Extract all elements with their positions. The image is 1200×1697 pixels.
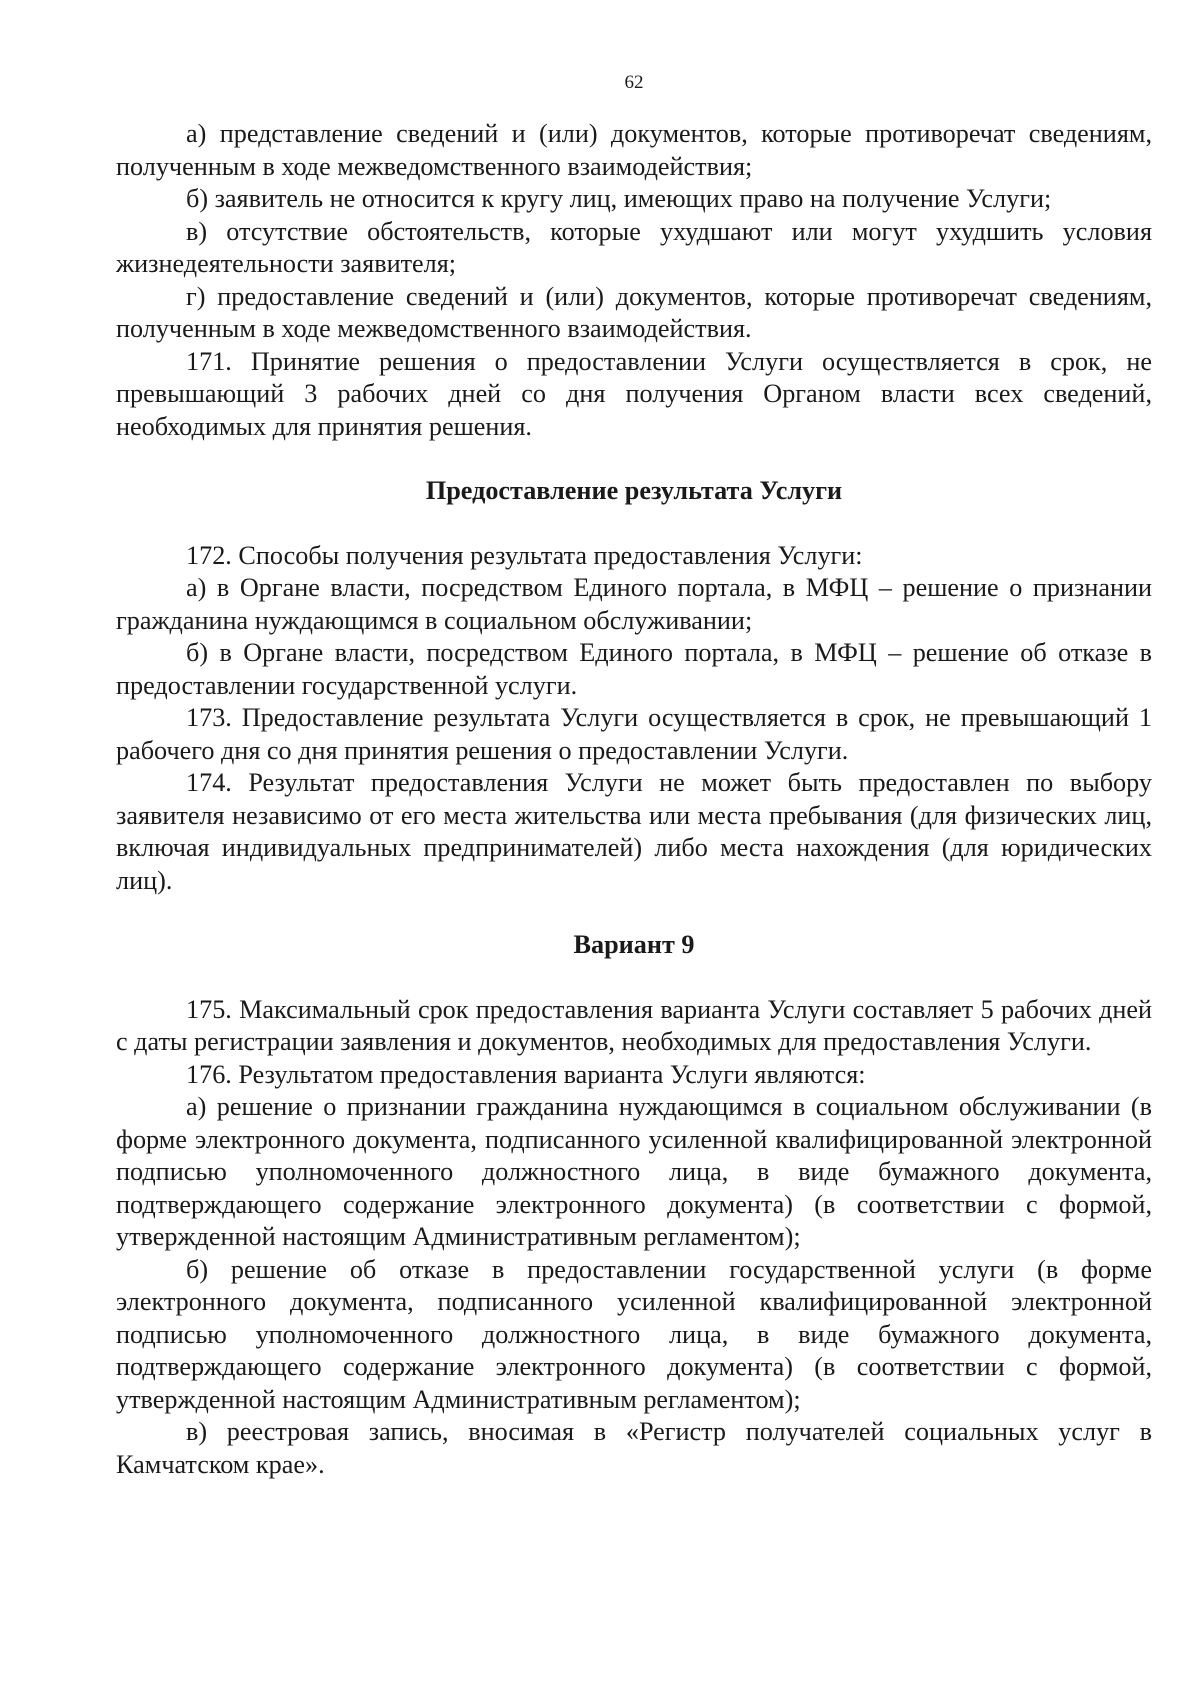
paragraph: 174. Результат предоставления Услуги не может быть предоставлен по выбору заявителя независимо от его места жительства или места пребывания (для физических лиц, включая индивидуальных предпринимателей) либо места нахождения (для юридических лиц). <box>116 768 1152 895</box>
paragraph: б) заявитель не относится к кругу лиц, имеющих право на получение Услуги; <box>186 184 1052 213</box>
paragraph: а) решение о признании гражданина нуждающимся в социальном обслуживании (в форме электронного документа, подписанного усиленной квалифицированной электронной подписью уполномоченного должностного лица, в виде бумажного документа, подтверждающего содержание электронного документа) (в соответствии с формой, утвержденной настоящим Административным регламентом); <box>116 1092 1152 1251</box>
paragraph: 175. Максимальный срок предоставления варианта Услуги составляет 5 рабочих дней с даты регистрации заявления и документов, необходимых для предоставления Услуги. <box>116 994 1152 1056</box>
document-body <box>116 118 1152 1481</box>
paragraph: б) решение об отказе в предоставлении государственной услуги (в форме электронного документа, подписанного усиленной квалифицированной электронной подписью уполномоченного должностного лица, в виде бумажного документа, подтверждающего содержание электронного документа) (в соответствии с формой, утвержденной настоящим Административным регламентом); <box>116 1254 1152 1414</box>
paragraph: 171. Принятие решения о предоставлении Услуги осуществляется в срок, не превышающий 3 рабочих дней со дня получения Органом власти всех сведений, необходимых для принятия решения. <box>116 346 1152 441</box>
paragraph: в) отсутствие обстоятельств, которые ухудшают или могут ухудшить условия жизнедеятельности заявителя; <box>116 216 1152 278</box>
page-number: 62 <box>624 72 644 93</box>
paragraph: в) реестровая запись, вносимая в «Регистр получателей социальных услуг в Камчатском крае». <box>116 1417 1152 1479</box>
paragraph: 172. Способы получения результата предоставления Услуги: <box>186 540 863 570</box>
paragraph: 176. Результатом предоставления варианта Услуги являются: <box>186 1059 866 1089</box>
paragraph: г) предоставление сведений и (или) документов, которые противоречат сведениям, полученным в ходе межведомственного взаимодействия. <box>116 281 1152 343</box>
paragraph: б) в Органе власти, посредством Единого портала, в МФЦ – решение об отказе в предоставлении государственной услуги. <box>116 638 1152 700</box>
paragraph: 173. Предоставление результата Услуги осуществляется в срок, не превышающий 1 рабочего дня со дня принятия решения о предоставлении Услуги. <box>116 703 1152 765</box>
section-heading: Вариант 9 <box>573 930 695 959</box>
section-heading: Предоставление результата Услуги <box>425 476 843 505</box>
paragraph: а) в Органе власти, посредством Единого портала, в МФЦ – решение о признании гражданина нуждающимся в социальном обслуживании; <box>116 573 1152 635</box>
paragraph: а) представление сведений и (или) документов, которые противоречат сведениям, полученным в ходе межведомственного взаимодействия; <box>116 119 1152 181</box>
